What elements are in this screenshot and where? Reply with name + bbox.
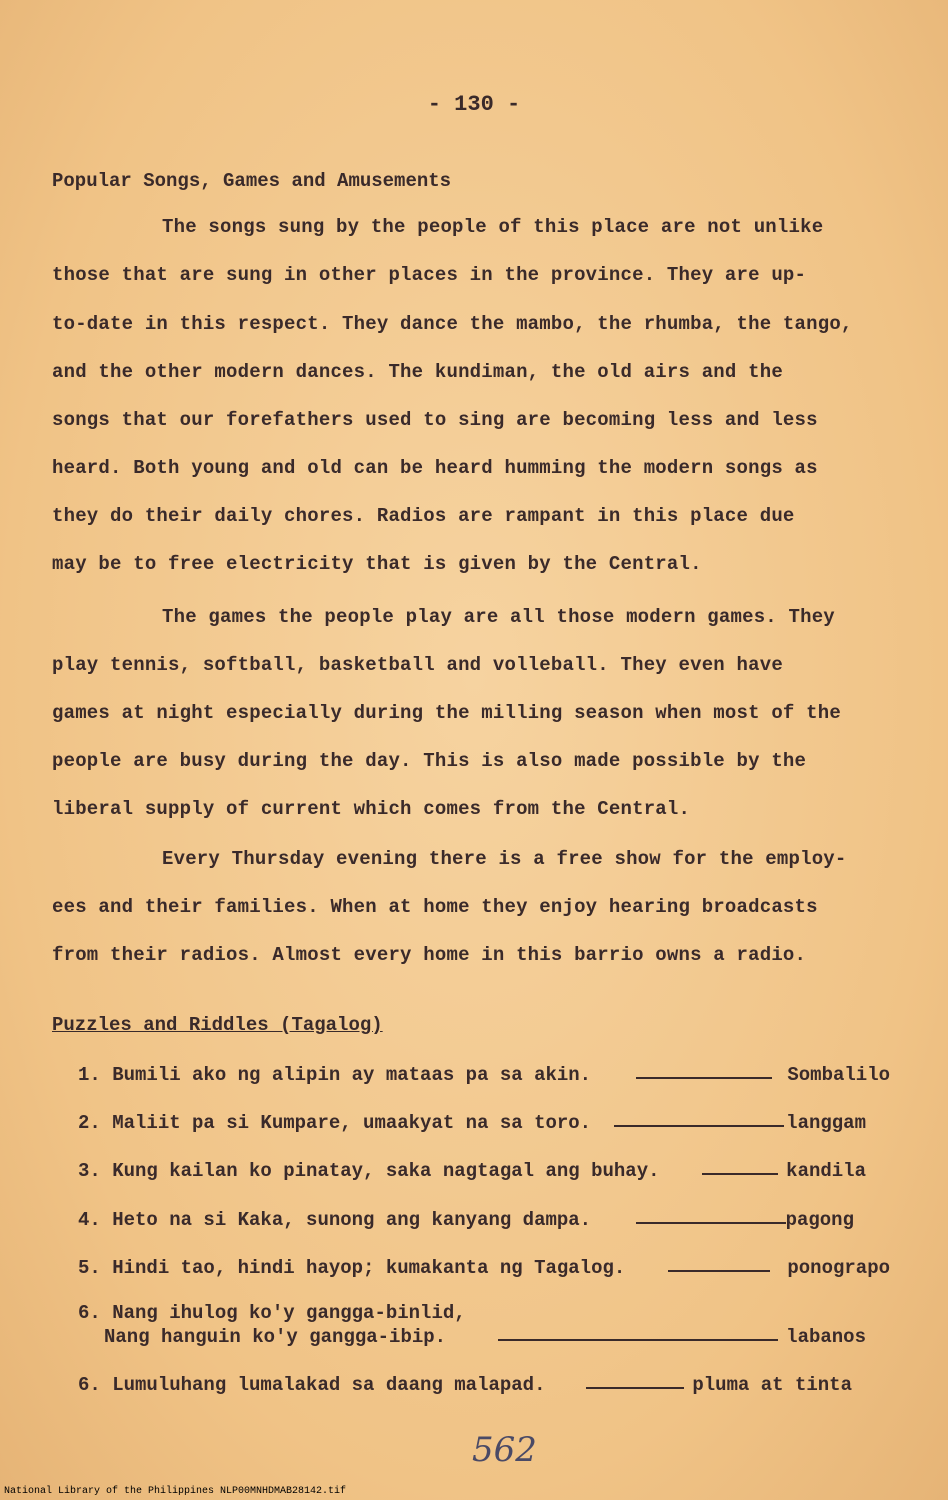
paragraph-line: and the other modern dances. The kundiman, the old airs and the: [52, 361, 783, 383]
leader-line: [702, 1173, 778, 1175]
leader-line: [636, 1077, 772, 1079]
riddle-answer: labanos: [786, 1326, 866, 1348]
paragraph-line: may be to free electricity that is given by the Central.: [52, 553, 702, 575]
paragraph-line: liberal supply of current which comes from the Central.: [52, 798, 691, 820]
paragraph-line: those that are sung in other places in the province. They are up-: [52, 264, 807, 286]
riddle-question: 3. Kung kailan ko pinatay, saka nagtagal ang buhay.: [78, 1160, 660, 1182]
paragraph-line: they do their daily chores. Radios are rampant in this place due: [52, 505, 795, 527]
paragraph-line: songs that our forefathers used to sing are becoming less and less: [52, 409, 818, 431]
paragraph-line: people are busy during the day. This is also made possible by the: [52, 750, 807, 772]
paragraph-line: ees and their families. When at home they enjoy hearing broadcasts: [52, 896, 818, 918]
riddle-question: 5. Hindi tao, hindi hayop; kumakanta ng Tagalog.: [78, 1257, 626, 1279]
riddle-item: [78, 1160, 890, 1186]
riddle-item: [78, 1112, 890, 1138]
paragraph-line: heard. Both young and old can be heard humming the modern songs as: [52, 457, 818, 479]
riddle-question: 6. Nang ihulog ko'y gangga-binlid,: [78, 1302, 466, 1324]
riddle-item: [78, 1374, 890, 1400]
riddle-item: [78, 1302, 890, 1352]
riddle-question: 2. Maliit pa si Kumpare, umaakyat na sa toro.: [78, 1112, 592, 1134]
section-title-riddles: Puzzles and Riddles (Tagalog): [52, 1014, 383, 1036]
riddle-item: [78, 1209, 890, 1235]
riddle-question: 4. Heto na si Kaka, sunong ang kanyang dampa.: [78, 1209, 592, 1231]
leader-line: [668, 1270, 770, 1272]
paragraph-line: The songs sung by the people of this place are not unlike: [162, 216, 824, 238]
paragraph-line: The games the people play are all those modern games. They: [162, 606, 835, 628]
riddle-item: [78, 1257, 890, 1283]
riddle-question: 1. Bumili ako ng alipin ay mataas pa sa akin.: [78, 1064, 592, 1086]
leader-line: [636, 1222, 786, 1224]
riddle-answer: kandila: [786, 1160, 866, 1182]
handwritten-page-number: 562: [472, 1430, 537, 1470]
riddle-question: 6. Lumuluhang lumalakad sa daang malapad.: [78, 1374, 546, 1396]
paragraph-line: games at night especially during the milling season when most of the: [52, 702, 841, 724]
riddle-answer: ponograpo: [787, 1257, 890, 1279]
paragraph-line: play tennis, softball, basketball and volleball. They even have: [52, 654, 783, 676]
riddle-answer: pagong: [785, 1209, 854, 1231]
riddle-answer: Sombalilo: [787, 1064, 890, 1086]
riddle-item: [78, 1064, 890, 1090]
leader-line: [614, 1125, 784, 1127]
paragraph-line: from their radios. Almost every home in this barrio owns a radio.: [52, 944, 807, 966]
riddle-question: Nang hanguin ko'y gangga-ibip.: [104, 1326, 447, 1348]
leader-line: [586, 1387, 684, 1389]
section-title-songs: Popular Songs, Games and Amusements: [52, 170, 452, 192]
leader-line: [498, 1339, 778, 1341]
page-number: - 130 -: [427, 92, 521, 117]
paragraph-line: Every Thursday evening there is a free show for the employ-: [162, 848, 847, 870]
paragraph-line: to-date in this respect. They dance the mambo, the rhumba, the tango,: [52, 313, 853, 335]
archive-footer: National Library of the Philippines NLP00MNHDMAB28142.tif: [4, 1486, 347, 1497]
riddle-answer: langgam: [786, 1112, 866, 1134]
riddle-answer: pluma at tinta: [692, 1374, 852, 1396]
